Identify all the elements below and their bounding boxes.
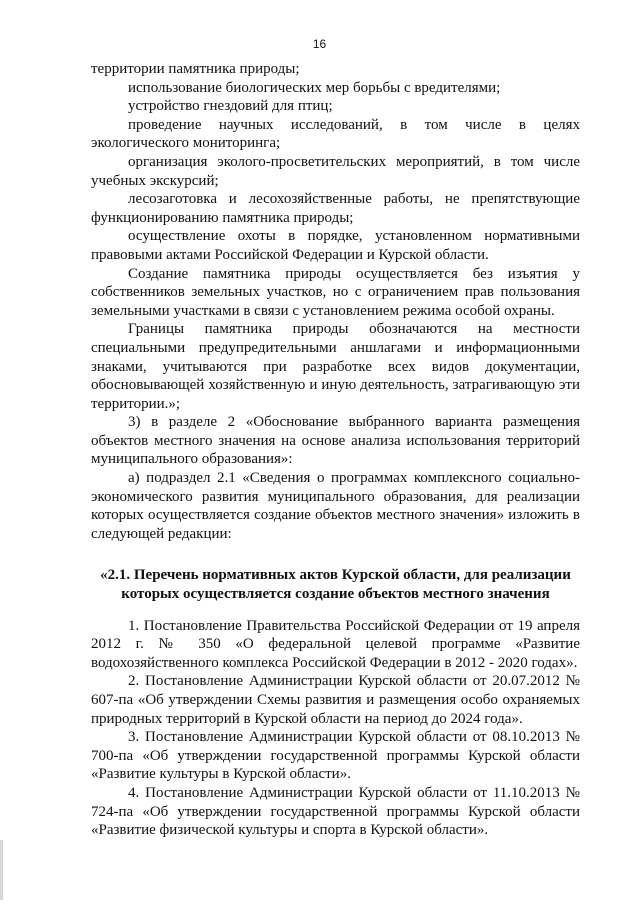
body-paragraph: 3) в разделе 2 «Обоснование выбранного варианта размещения объектов местного значения на основе анализа использования территорий муниципального образования»:: [91, 414, 580, 468]
list-item: 2. Постановление Администрации Курской области от 20.07.2012 № 607-па «Об утверждении Схемы развития и размещения особо охраняемых природных территорий в Курской области на период до 2024 года».: [91, 673, 580, 727]
body-paragraph: Создание памятника природы осуществляется без изъятия у собственников земельных участков, но с ограничением прав пользования земельными участками в связи с установлением режима особой охраны.: [91, 265, 580, 319]
section-heading-line: которых осуществляется создание объектов местного значения: [121, 586, 550, 603]
section-heading: [91, 566, 580, 603]
body-paragraph: проведение научных исследований, в том числе в целях экологического мониторинга;: [91, 116, 580, 152]
body-paragraph: устройство гнездовий для птиц;: [128, 98, 333, 115]
paragraphs-top: [91, 60, 580, 543]
list-item: 3. Постановление Администрации Курской области от 08.10.2013 № 700-па «Об утверждении государственной программы Курской области «Развитие культуры в Курской области».: [91, 729, 580, 783]
body-paragraph: организация эколого-просветительских мероприятий, в том числе учебных экскурсий;: [91, 153, 580, 189]
section-heading-line: «2.1. Перечень нормативных актов Курской области, для реализации: [100, 567, 571, 584]
body-paragraph: территории памятника природы;: [91, 61, 300, 77]
scan-edge-mark: [0, 840, 3, 900]
regulations-list: [91, 617, 580, 840]
body-paragraph: лесозаготовка и лесохозяйственные работы, не препятствующие функционированию памятника природы;: [91, 191, 580, 226]
body-paragraph: осуществление охоты в порядке, установленном нормативными правовыми актами Российской Федерации и Курской области.: [91, 228, 580, 263]
document-body: [91, 60, 580, 840]
body-paragraph: использование биологических мер борьбы с вредителями;: [128, 79, 501, 96]
page-number: 16: [312, 37, 327, 51]
body-paragraph: а) подраздел 2.1 «Сведения о программах комплексного социально-экономического развития муниципального образования, для реализации которых осуществляется создание объектов местного значения» изложить в следующей редакции:: [91, 470, 580, 542]
list-item: 4. Постановление Администрации Курской области от 11.10.2013 № 724-па «Об утверждении государственной программы Курской области «Развитие физической культуры и спорта в Курской области».: [91, 784, 580, 839]
body-paragraph: Границы памятника природы обозначаются на местности специальными предупредительными аншлагами и информационными знаками, учитываются при разработке всех видов документации, обосновывающей хозяйственную и иную деятельность, затрагивающую эти территории.»;: [91, 321, 580, 412]
list-item: 1. Постановление Правительства Российской Федерации от 19 апреля 2012 г. № 350 «О федеральной целевой программе «Развитие водохозяйственного комплекса Российской Федерации в 2012 - 2020 годах».: [91, 617, 580, 671]
